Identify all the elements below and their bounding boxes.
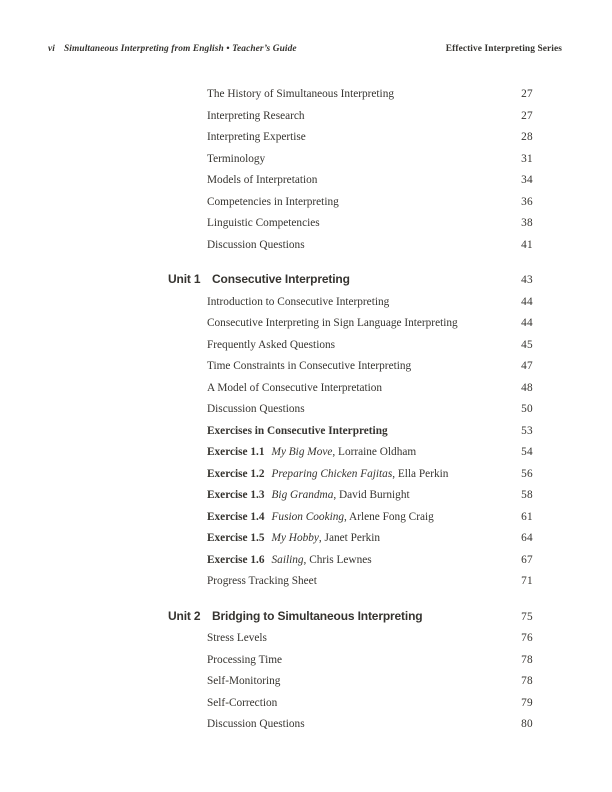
page-number: 36 [521, 195, 533, 208]
entry-title: Models of Interpretation [207, 174, 318, 186]
page-number: 50 [521, 403, 533, 415]
exercise-label: Exercise 1.5 [207, 532, 265, 544]
toc-entry [168, 671, 533, 693]
story-title: Sailing [271, 553, 304, 566]
toc-entry [168, 356, 533, 378]
entry-title: The History of Simultaneous Interpreting [207, 88, 394, 100]
toc-entry [168, 571, 533, 593]
toc-entry [168, 442, 533, 464]
toc-entry [168, 149, 533, 171]
running-head [48, 44, 562, 54]
toc-entry [168, 693, 533, 715]
page-number: 41 [521, 238, 533, 251]
page-number: 45 [521, 338, 533, 351]
toc-section [168, 84, 533, 256]
unit-title: Consecutive Interpreting [212, 272, 350, 286]
toc-entry [168, 213, 533, 235]
toc-entry [168, 106, 533, 128]
page-number: 43 [521, 274, 533, 286]
page-number: 38 [521, 217, 533, 229]
series-title: Effective Interpreting Series [445, 44, 562, 54]
toc-entry [168, 127, 533, 149]
page-number: 47 [521, 360, 533, 372]
toc-entry [168, 399, 533, 421]
book-title: Simultaneous Interpreting from English • Teacher’s Guide [63, 44, 297, 54]
page-number: 34 [521, 174, 533, 186]
page-number: 27 [521, 88, 533, 100]
page-number: 78 [521, 653, 533, 666]
page-number: 44 [521, 295, 533, 308]
entry-title: Consecutive Interpreting in Sign Language Interpreting [207, 317, 458, 329]
page-number: 71 [521, 575, 533, 587]
page-number: 61 [521, 510, 533, 523]
exercise-label: Exercise 1.2 [207, 467, 265, 480]
page-number: 56 [521, 467, 533, 480]
unit-heading [168, 606, 533, 629]
entry-title [168, 442, 505, 464]
toc-entry [168, 485, 533, 507]
toc-entry [168, 170, 533, 192]
story-author: , Chris Lewnes [303, 553, 372, 566]
page-number: 53 [521, 424, 533, 437]
page-number: 31 [521, 152, 533, 165]
entry-title: Interpreting Expertise [207, 131, 306, 143]
toc-entry [168, 335, 533, 357]
unit-label: Unit 1 [168, 272, 201, 286]
toc-section [168, 269, 533, 593]
story-title: My Big Move [271, 446, 333, 458]
exercise-label: Exercise 1.3 [207, 489, 265, 501]
toc-list [168, 84, 533, 736]
story-author: , Lorraine Oldham [332, 446, 417, 458]
page-number: 44 [521, 317, 533, 329]
entry-title [168, 464, 505, 486]
story-title: Preparing Chicken Fajitas [271, 467, 393, 480]
entry-title: Discussion Questions [207, 718, 305, 730]
toc-entry [168, 650, 533, 672]
page-number: 58 [521, 489, 533, 501]
entry-title: Exercises in Consecutive Interpreting [207, 424, 388, 437]
entry-title: Progress Tracking Sheet [207, 575, 317, 587]
page-number: 76 [521, 632, 533, 644]
entry-title: Self-Correction [207, 696, 278, 709]
story-title: My Hobby [271, 532, 319, 544]
story-author: , Janet Perkin [318, 532, 381, 544]
entry-title: Processing Time [207, 653, 283, 666]
entry-title: Discussion Questions [207, 238, 305, 251]
page-number: 48 [521, 381, 533, 394]
exercise-label: Exercise 1.6 [207, 553, 265, 566]
page-number: 80 [521, 718, 533, 730]
entry-title: Frequently Asked Questions [207, 338, 336, 351]
entry-title: Time Constraints in Consecutive Interpreting [207, 360, 412, 372]
page-number: 67 [521, 553, 533, 566]
story-author: , David Burnight [333, 489, 410, 501]
page-number: 64 [521, 532, 533, 544]
page-number: 79 [521, 696, 533, 709]
entry-title [168, 485, 505, 507]
page-number: 54 [521, 446, 533, 458]
toc-section [168, 606, 533, 736]
page-number: 28 [521, 131, 533, 143]
entry-title: Interpreting Research [207, 109, 305, 122]
entry-title: Introduction to Consecutive Interpreting [207, 295, 390, 308]
toc-entry [168, 84, 533, 106]
entry-title: Self-Monitoring [207, 675, 281, 687]
toc-entry [168, 378, 533, 400]
entry-title: Competencies in Interpreting [207, 195, 339, 208]
entry-title [168, 550, 505, 572]
toc-entry [168, 714, 533, 736]
entry-title: A Model of Consecutive Interpretation [207, 381, 383, 394]
page-number: 75 [521, 610, 533, 623]
toc-entry [168, 464, 533, 486]
story-author: , Ella Perkin [392, 467, 449, 480]
toc-entry [168, 235, 533, 257]
story-title: Big Grandma [271, 489, 334, 501]
unit-title: Bridging to Simultaneous Interpreting [212, 608, 423, 623]
page-number: 78 [521, 675, 533, 687]
toc-entry [168, 528, 533, 550]
toc-entry [168, 421, 533, 443]
toc-entry [168, 550, 533, 572]
entry-title: Terminology [207, 152, 266, 165]
exercise-label: Exercise 1.1 [207, 446, 265, 458]
unit-label: Unit 2 [168, 608, 201, 623]
page-folio: vi [48, 44, 55, 54]
page-number: 27 [521, 109, 533, 122]
entry-title: Stress Levels [207, 632, 267, 644]
toc-entry [168, 313, 533, 335]
toc-entry [168, 292, 533, 314]
toc-entry [168, 507, 533, 529]
toc-entry [168, 628, 533, 650]
story-author: , Arlene Fong Craig [344, 510, 434, 523]
toc-entry [168, 192, 533, 214]
entry-title [168, 528, 505, 550]
story-title: Fusion Cooking [271, 510, 345, 523]
running-head-left [48, 44, 297, 54]
entry-title [168, 507, 505, 529]
entry-title: Discussion Questions [207, 403, 305, 415]
entry-title: Linguistic Competencies [207, 217, 320, 229]
unit-heading [168, 269, 533, 292]
exercise-label: Exercise 1.4 [207, 510, 265, 523]
